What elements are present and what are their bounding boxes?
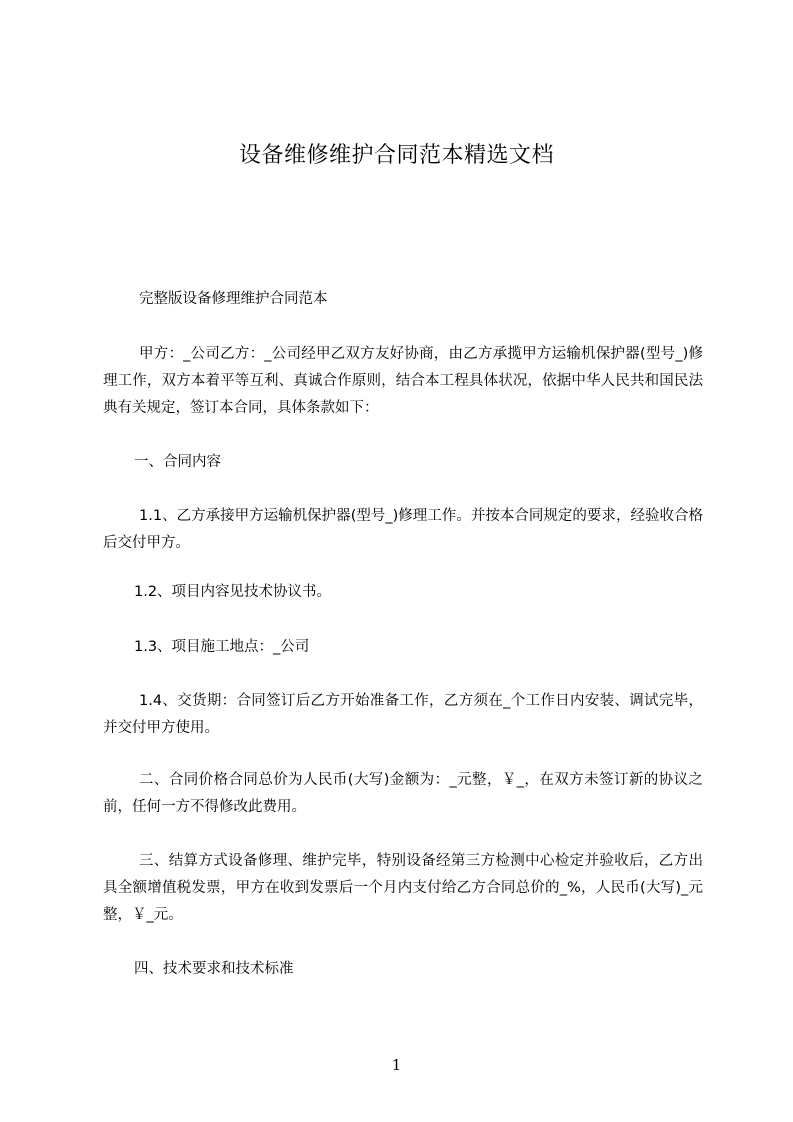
document-title: 设备维修维护合同范本精选文档 xyxy=(238,143,554,168)
section-settlement: 三、结算方式设备修理、维护完毕，特别设备经第三方检测中心检定并验收后，乙方出具全额增值税发票，甲方在收到发票后一个月内支付给乙方合同总价的_%，人民币(大写)_元整，￥_元。 xyxy=(103,853,703,923)
clause-1-1: 1.1、乙方承接甲方运输机保护器(型号_)修理工作。并按本合同规定的要求，经验收合格后交付甲方。 xyxy=(103,508,703,551)
clause-1-2: 1.2、项目内容见技术协议书。 xyxy=(134,584,332,600)
page-number: 1 xyxy=(391,1056,402,1074)
section-contract-price: 二、合同价格合同总价为人民币(大写)金额为：_元整，￥_，在双方未签订新的协议之前，任何一方不得修改此费用。 xyxy=(103,772,703,815)
paragraph-subtitle: 完整版设备修理维护合同范本 xyxy=(139,291,328,307)
clause-1-3: 1.3、项目施工地点：_公司 xyxy=(134,639,310,655)
paragraph-preamble: 甲方：_公司乙方：_公司经甲乙双方友好协商，由乙方承揽甲方运输机保护器(型号_)修理工作，双方本着平等互利、真诚合作原则，结合本工程具体状况，依据中华人民共和国民法典有关规定，签订本合同，具体条款如下： xyxy=(103,346,703,416)
section-heading-technical-requirements: 四、技术要求和技术标准 xyxy=(134,961,294,977)
clause-1-4: 1.4、交货期：合同签订后乙方开始准备工作，乙方须在_个工作日内安装、调试完毕，并交付甲方使用。 xyxy=(103,693,703,736)
section-heading-contract-content: 一、合同内容 xyxy=(134,454,221,470)
